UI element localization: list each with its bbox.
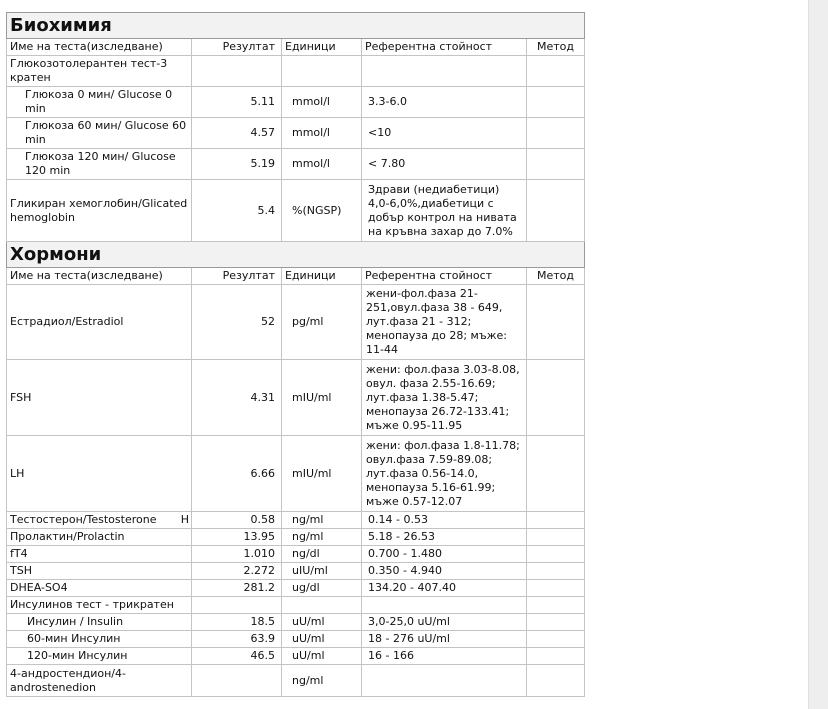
table-row [7, 285, 585, 360]
test-result: 63.9 [192, 631, 282, 648]
test-units: uU/ml [282, 648, 362, 665]
section-title-biochemistry: Биохимия [7, 13, 585, 39]
table-row [7, 648, 585, 665]
test-units: mmol/l [282, 118, 362, 149]
test-name [7, 512, 192, 529]
col-header-method: Метод [527, 268, 585, 285]
test-method [527, 648, 585, 665]
test-result [192, 665, 282, 697]
test-method [527, 614, 585, 631]
test-reference: 134.20 - 407.40 [362, 580, 527, 597]
test-result: 5.4 [192, 180, 282, 242]
test-result: 4.31 [192, 360, 282, 436]
test-result: 4.57 [192, 118, 282, 149]
test-units: ng/dl [282, 546, 362, 563]
test-name: Глюкозотолерантен тест-3 кратен [7, 56, 192, 87]
abnormal-flag: H [180, 513, 189, 526]
test-method [527, 118, 585, 149]
test-result: 13.95 [192, 529, 282, 546]
test-method [527, 546, 585, 563]
test-reference: жени: фол.фаза 3.03-8.08, овул. фаза 2.55-16.69; лут.фаза 1.38-5.47; менопауза 26.72-133.41; мъже 0.95-11.95 [362, 360, 527, 436]
test-result [192, 56, 282, 87]
test-reference [362, 665, 527, 697]
table-row [7, 360, 585, 436]
test-reference: 5.18 - 26.53 [362, 529, 527, 546]
col-header-reference: Референтна стойност [362, 39, 527, 56]
test-units: mmol/l [282, 149, 362, 180]
table-row [7, 546, 585, 563]
test-name: Инсулин / Insulin [7, 614, 192, 631]
test-result: 52 [192, 285, 282, 360]
col-header-units: Единици [282, 268, 362, 285]
test-method [527, 665, 585, 697]
table-row [7, 665, 585, 697]
test-method [527, 56, 585, 87]
test-result [192, 597, 282, 614]
test-method [527, 87, 585, 118]
test-name: Инсулинов тест - трикратен [7, 597, 192, 614]
test-method [527, 631, 585, 648]
test-units: ng/ml [282, 529, 362, 546]
test-result: 46.5 [192, 648, 282, 665]
test-units [282, 56, 362, 87]
test-name: fT4 [7, 546, 192, 563]
test-name: Глюкоза 0 мин/ Glucose 0 min [7, 87, 192, 118]
test-units: %(NGSP) [282, 180, 362, 242]
test-reference: < 7.80 [362, 149, 527, 180]
table-row [7, 563, 585, 580]
test-units: ug/dl [282, 580, 362, 597]
test-name: TSH [7, 563, 192, 580]
test-method [527, 597, 585, 614]
test-name: Глюкоза 120 мин/ Glucose 120 min [7, 149, 192, 180]
window-edge [808, 0, 828, 709]
test-result: 6.66 [192, 436, 282, 512]
table-row [7, 87, 585, 118]
test-result: 1.010 [192, 546, 282, 563]
test-reference: жени: фол.фаза 1.8-11.78; овул.фаза 7.59-89.08; лут.фаза 0.56-14.0, менопауза 5.16-61.99; мъже 0.57-12.07 [362, 436, 527, 512]
table-row [7, 180, 585, 242]
test-name: 120-мин Инсулин [7, 648, 192, 665]
col-header-units: Единици [282, 39, 362, 56]
table-row [7, 631, 585, 648]
test-name: FSH [7, 360, 192, 436]
col-header-reference: Референтна стойност [362, 268, 527, 285]
test-reference: 16 - 166 [362, 648, 527, 665]
test-method [527, 360, 585, 436]
test-method [527, 529, 585, 546]
col-header-name: Име на теста(изследване) [7, 268, 192, 285]
test-reference: 0.350 - 4.940 [362, 563, 527, 580]
test-method [527, 580, 585, 597]
test-units: uIU/ml [282, 563, 362, 580]
table-row [7, 597, 585, 614]
col-header-result: Резултат [192, 268, 282, 285]
test-name: Глюкоза 60 мин/ Glucose 60 min [7, 118, 192, 149]
test-units: mIU/ml [282, 436, 362, 512]
test-name: LH [7, 436, 192, 512]
table-row [7, 529, 585, 546]
table-row [7, 56, 585, 87]
table-row [7, 580, 585, 597]
test-units [282, 597, 362, 614]
test-reference: жени-фол.фаза 21-251,овул.фаза 38 - 649, лут.фаза 21 - 312; менопауза до 28; мъже: 11-44 [362, 285, 527, 360]
test-name: Гликиран хемоглобин/Glicated hemoglobin [7, 180, 192, 242]
test-units: uU/ml [282, 614, 362, 631]
test-reference: 0.14 - 0.53 [362, 512, 527, 529]
test-name: 4-андростендион/4-androstenedion [7, 665, 192, 697]
test-reference: 3,0-25,0 uU/ml [362, 614, 527, 631]
test-name: 60-мин Инсулин [7, 631, 192, 648]
test-units: ng/ml [282, 665, 362, 697]
results-table [6, 12, 585, 697]
test-method [527, 436, 585, 512]
test-method [527, 149, 585, 180]
test-reference [362, 597, 527, 614]
test-name-text: Тестостерон/Testosterone [10, 513, 157, 526]
test-reference: Здрави (недиабетици) 4,0-6,0%,диабетици с добър контрол на нивата на кръвна захар до 7.0% [362, 180, 527, 242]
col-header-method: Метод [527, 39, 585, 56]
test-units: pg/ml [282, 285, 362, 360]
test-units: mmol/l [282, 87, 362, 118]
test-units: mIU/ml [282, 360, 362, 436]
test-method [527, 285, 585, 360]
lab-report [6, 12, 584, 697]
test-result: 281.2 [192, 580, 282, 597]
col-header-result: Резултат [192, 39, 282, 56]
test-result: 2.272 [192, 563, 282, 580]
test-result: 18.5 [192, 614, 282, 631]
table-row [7, 512, 585, 529]
test-reference: <10 [362, 118, 527, 149]
test-units: ng/ml [282, 512, 362, 529]
test-units: uU/ml [282, 631, 362, 648]
table-row [7, 614, 585, 631]
col-header-name: Име на теста(изследване) [7, 39, 192, 56]
test-name: Пролактин/Prolactin [7, 529, 192, 546]
test-reference: 18 - 276 uU/ml [362, 631, 527, 648]
test-name: Естрадиол/Estradiol [7, 285, 192, 360]
test-method [527, 180, 585, 242]
test-name: DHEA-SO4 [7, 580, 192, 597]
table-row [7, 436, 585, 512]
test-result: 0.58 [192, 512, 282, 529]
test-reference: 0.700 - 1.480 [362, 546, 527, 563]
table-row [7, 149, 585, 180]
section-title-hormones: Хормони [7, 242, 585, 268]
test-reference [362, 56, 527, 87]
test-result: 5.11 [192, 87, 282, 118]
table-row [7, 118, 585, 149]
test-result: 5.19 [192, 149, 282, 180]
test-method [527, 563, 585, 580]
test-reference: 3.3-6.0 [362, 87, 527, 118]
test-method [527, 512, 585, 529]
